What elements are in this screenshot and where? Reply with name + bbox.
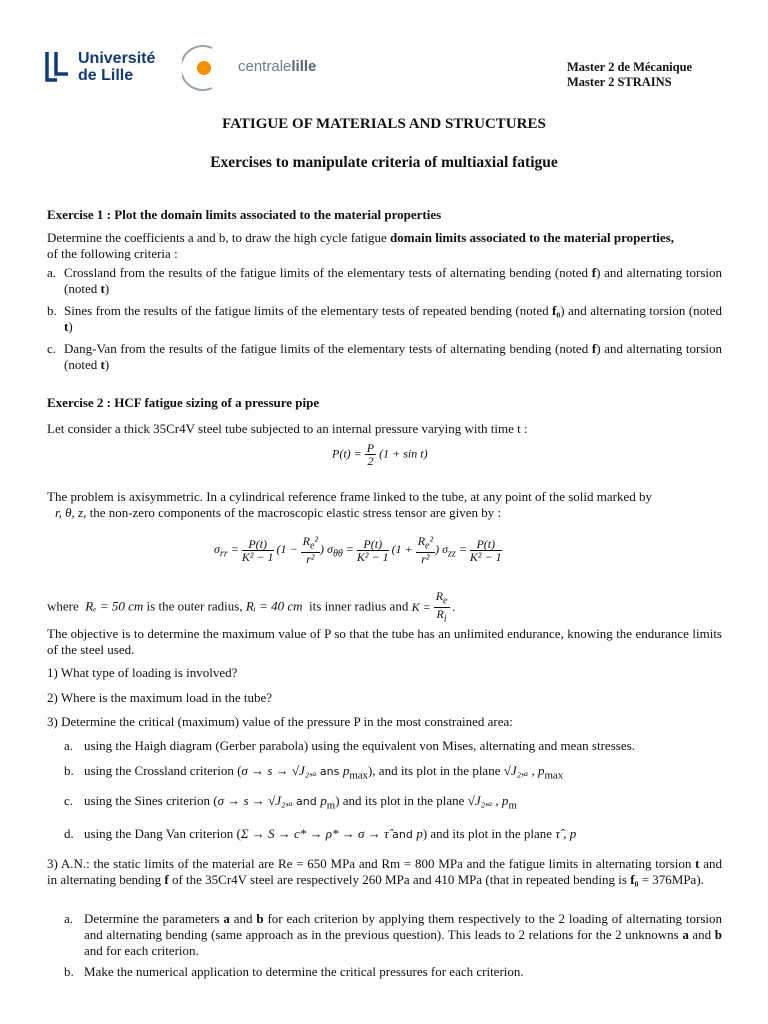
centrale-lille-logo	[182, 44, 362, 92]
universite-logo-text: Université de Lille	[78, 50, 156, 84]
exercise-2-heading: Exercise 2 : HCF fatigue sizing of a pressure pipe	[47, 395, 320, 410]
document-subtitle: Exercises to manipulate criteria of multiaxial fatigue	[210, 154, 558, 171]
exercise-1-item-b: b. Sines from the results of the fatigue limits of the elementary tests of repeated bending (noted f₀) and alternating torsion (noted t)	[47, 303, 722, 334]
question-2: 2) Where is the maximum load in the tube?	[47, 690, 273, 705]
universite-de-lille-logo	[44, 50, 174, 90]
axisymmetric-text: The problem is axisymmetric. In a cylindrical reference frame linked to the tube, at any point of the solid marked by r, θ, z, the non-zero components of the macroscopic elastic stress tensor are given by :	[47, 489, 653, 520]
exercise-1-intro: Determine the coefficients a and b, to draw the high cycle fatigue domain limits associated to the material properties, of the following criteria :	[47, 230, 674, 261]
numerical-application: 3) A.N.: the static limits of the material are Re = 650 MPa and Rm = 800 MPa and the fatigue limits in alternating torsion t and in alternating bending f of the 35Cr4V steel are respectively 260 MPa and 410 MPa (that in repeated bending is f₀ = 376MPa).	[47, 856, 722, 887]
exercise-2-intro: Let consider a thick 35Cr4V steel tube subjected to an internal pressure varying with time t :	[47, 421, 528, 436]
question-3-item-a: a. using the Haigh diagram (Gerber parabola) using the equivalent von Mises, alternating and mean stresses.	[64, 738, 635, 753]
numerical-item-a: a. Determine the parameters a and b for each criterion by applying them respectively to the 2 loading of alternating torsion and alternating bending (same approach as in the previous question). This leads to 2 relations for the 2 unknowns a and b and for each criterion.	[64, 911, 722, 958]
centrale-logo-text: centralelille	[238, 58, 317, 75]
universite-lille-mark-icon	[44, 50, 72, 86]
objective-text: The objective is to determine the maximum value of P so that the tube has an unlimited endurance, knowing the endurance limits of the steel used.	[47, 626, 722, 657]
stress-components-equation: $\sigma_{rr}$ = $\frac{P(t)}{\text{K² − 1}}$ (1 − $\frac{R_e^2}{\text{r²}}$ ) $\sigma_{\theta\theta}$ = $\frac{P(t)}{\text{K² − 1}}$ (1 + $\frac{R_e^2}{\text{r²}}$ ) $\sigma_{zz}$ = $\frac{P(t)}{\text{K² − 1}}$	[214, 534, 502, 567]
radius-definitions: where Rₑ = 50 cm is the outer radius, Rᵢ = 40 cm its inner radius and K = $\frac{R_e}{R_i}$ .	[47, 589, 456, 625]
exercise-1-heading: Exercise 1 : Plot the domain limits associated to the material properties	[47, 207, 442, 222]
master-line-2: Master 2 STRAINS	[567, 75, 672, 89]
question-3-item-c: c. using the Sines criterion (σ → s → √J₂,ₐ and $p_m$) and its plot in the plane √J₂,ₐ , $p_m$	[64, 793, 517, 812]
numerical-item-b: b. Make the numerical application to determine the critical pressures for each criterion.	[64, 964, 524, 979]
question-3-item-b: b. using the Crossland criterion (σ → s → √J₂,ₐ ans $p_{max}$), and its plot in the plane √J₂,ₐ , $p_{max}$	[64, 763, 564, 782]
question-1: 1) What type of loading is involved?	[47, 665, 238, 680]
pressure-equation: P(t) = $\frac{P}{2}$ (1 + sin t)	[332, 441, 428, 468]
master-line-1: Master 2 de Mécanique	[567, 60, 693, 74]
question-3: 3) Determine the critical (maximum) value of the pressure P in the most constrained area:	[47, 714, 513, 729]
exercise-1-item-c: c. Dang-Van from the results of the fatigue limits of the elementary tests of alternating bending (noted f) and alternating torsion (noted t)	[47, 341, 722, 372]
exercise-1-item-a: a. Crossland from the results of the fatigue limits of the elementary tests of alternating bending (noted f) and alternating torsion (noted t)	[47, 265, 722, 296]
header-logos	[44, 44, 374, 92]
document-title: FATIGUE OF MATERIALS AND STRUCTURES	[222, 116, 546, 132]
centrale-arc-icon	[182, 44, 238, 92]
question-3-item-d: d. using the Dang Van criterion (Σ → S → c* → ρ* → σ → τ̂ and p) and its plot in the plane τ̂ , p	[64, 826, 577, 841]
master-programs	[567, 60, 692, 90]
